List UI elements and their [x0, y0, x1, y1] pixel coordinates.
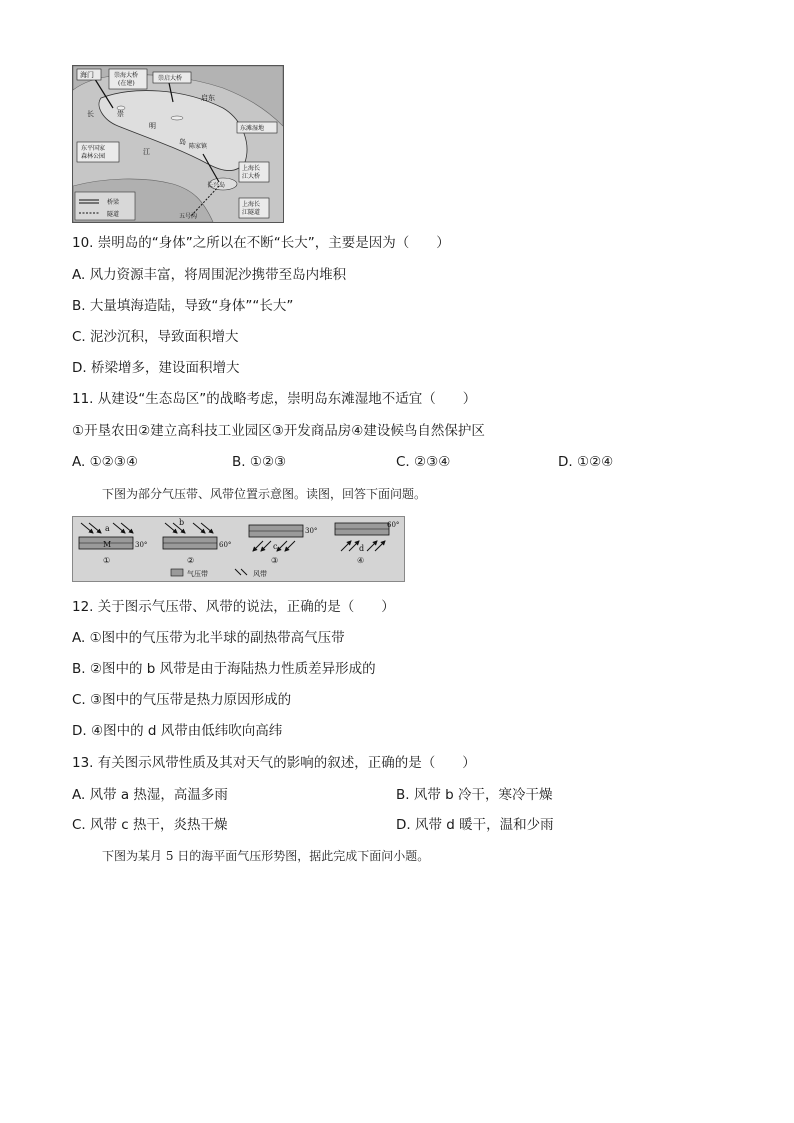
map-legend-tunnel: 隧道 [107, 211, 120, 218]
map-label-shanghai-bridge: 上海长 [242, 165, 261, 172]
chongming-map [73, 66, 283, 222]
q11-items: ①开垦农田②建立高科技工业园区③开发商品房④建设候鸟自然保护区 [72, 423, 485, 439]
map-label-ming: 明 [149, 122, 156, 130]
map-label-dongping2: 森林公园 [81, 153, 106, 160]
legend-pressure-belt: 气压带 [187, 570, 208, 578]
q11-stem: 11. 从建设“生态岛区”的战略考虑，崇明岛东滩湿地不适宜（ ） [72, 391, 477, 407]
chongming-map-figure [72, 65, 284, 223]
map-legend-bridge: 桥梁 [107, 199, 120, 206]
panel-1-number: ① [103, 556, 111, 565]
q11-option-a: A. ①②③④ [72, 454, 138, 470]
q13-option-a: A. 风带 a 热湿，高温多雨 [72, 787, 228, 803]
q12-option-b: B. ②图中的 b 风带是由于海陆热力性质差异形成的 [72, 661, 376, 677]
panel-3-latitude: 30° [305, 527, 318, 535]
map-label-changxing: 长兴岛 [207, 182, 226, 189]
q12-option-a: A. ①图中的气压带为北半球的副热带高气压带 [72, 630, 345, 646]
map-label-wuhaogou: 五号沟 [179, 213, 198, 220]
q13-stem: 13. 有关图示风带性质及其对天气的影响的叙述，正确的是（ ） [72, 755, 476, 771]
map-label-chongqi-bridge: 崇启大桥 [158, 75, 183, 82]
q11-option-d: D. ①②④ [558, 454, 614, 470]
wind-label-d: d [359, 544, 365, 553]
q12-stem: 12. 关于图示气压带、风带的说法，正确的是（ ） [72, 599, 395, 615]
q13-option-c: C. 风带 c 热干，炎热干燥 [72, 817, 228, 833]
q10-stem: 10. 崇明岛的“身体”之所以在不断“长大”，主要是因为（ ） [72, 235, 450, 251]
wind-label-a: a [105, 524, 110, 533]
legend-wind-belt: 风带 [253, 570, 267, 578]
pressure-map-intro: 下图为某月 5 日的海平面气压形势图，据此完成下面问小题。 [102, 849, 430, 863]
map-label-shanghai-tunnel: 上海长 [242, 201, 261, 208]
panel-4-latitude: 60° [387, 521, 400, 529]
q10-option-b: B. 大量填海造陆，导致“身体”“长大” [72, 298, 294, 314]
wind-label-c: c [273, 542, 278, 551]
q12-option-d: D. ④图中的 d 风带由低纬吹向高纬 [72, 723, 283, 739]
panel-1-latitude: 30° [135, 541, 148, 549]
map-label-jiang: 江 [143, 148, 150, 156]
wind-figure-intro: 下图为部分气压带、风带位置示意图。读图，回答下面问题。 [102, 487, 427, 501]
map-label-shanghai-bridge2: 江大桥 [242, 173, 261, 180]
q10-option-a: A. 风力资源丰富，将周围泥沙携带至岛内堆积 [72, 267, 347, 283]
q10-option-d: D. 桥梁增多，建设面积增大 [72, 360, 240, 376]
map-label-haimen: 海门 [80, 71, 94, 79]
pressure-label-m: M [103, 540, 112, 549]
map-label-chonghai-bridge: 崇海大桥 [114, 72, 139, 79]
panel-2-latitude: 60° [219, 541, 232, 549]
map-label-chang: 长 [87, 110, 94, 118]
map-label-dao: 岛 [179, 138, 186, 146]
wind-belt-diagram [73, 517, 404, 581]
q10-option-c: C. 泥沙沉积，导致面积增大 [72, 329, 239, 345]
panel-3-number: ③ [271, 556, 279, 565]
panel-4-number: ④ [357, 556, 365, 565]
q13-option-d: D. 风带 d 暖干，温和少雨 [396, 817, 554, 833]
map-label-shanghai-tunnel2: 江隧道 [242, 209, 261, 216]
map-label-chenjiazhen: 陈家镇 [189, 143, 208, 150]
q11-option-c: C. ②③④ [396, 454, 451, 470]
map-label-qidong: 启东 [201, 94, 215, 102]
map-label-chong: 崇 [117, 110, 124, 118]
q11-option-b: B. ①②③ [232, 454, 287, 470]
wind-belt-figure [72, 516, 405, 582]
map-label-dongping: 东平国家 [81, 145, 106, 152]
map-label-dongtan: 东滩湿地 [240, 125, 265, 132]
q13-option-b: B. 风带 b 冷干，寒冷干燥 [396, 787, 553, 803]
panel-2-number: ② [187, 556, 195, 565]
q12-option-c: C. ③图中的气压带是热力原因形成的 [72, 692, 292, 708]
wind-label-b: b [179, 518, 185, 527]
map-label-chonghai-note: (在建) [118, 80, 135, 87]
